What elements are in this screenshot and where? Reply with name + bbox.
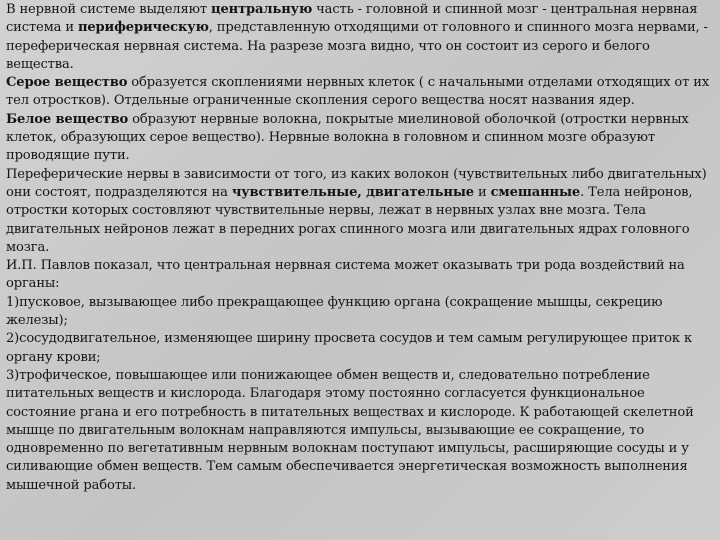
- text-run: И.П. Павлов показал, что центральная нервная система может оказывать три рода воздействий на органы:: [6, 258, 685, 292]
- list-item-vasomotor: [6, 330, 710, 367]
- bold-term-grey-matter: Серое вещество: [6, 75, 128, 91]
- body-text: [6, 1, 710, 495]
- bold-term-mixed: смешанные: [490, 184, 581, 200]
- bold-term-central: центральную: [210, 2, 313, 17]
- bold-term-sensory-motor: чувствительные, двигательные: [231, 184, 474, 200]
- text-run: 3)трофическое, повышающее или понижающее обмен веществ и, следовательно потребление питательных веществ и кислорода. Благодаря этому постоянно согласуется функциональное состояние ргана и его потребность в питательных веществах и кислороде. К работающей скелетной мышце по двигательным волокнам направляются импульсы, вызывающие ее сокращение, то одновременно по вегетативным нервным волокнам поступают импульсы, расширяющие сосуды и у силивающие обмен веществ. Тем самым обеспечивается энергетическая возможность выполнения мышечной работы.: [6, 367, 694, 493]
- paragraph-central-peripheral: [6, 1, 710, 74]
- paragraph-peripheral-nerves: [6, 166, 710, 257]
- paragraph-pavlov: [6, 257, 710, 294]
- text-run: 2)сосудодвигательное, изменяющее ширину просвета сосудов и тем самым регулирующее приток к органу крови;: [6, 331, 692, 365]
- bold-term-white-matter: Белое вещество: [6, 111, 129, 127]
- bold-term-peripheral: периферическую: [77, 20, 209, 36]
- list-item-trigger: [6, 294, 710, 331]
- text-run: образуют нервные волокна, покрытые миелиновой оболочкой (отростки нервных клеток, образующих серое вещество). Нервные волокна в головном и спинном мозге образуют проводящие пути.: [6, 111, 689, 164]
- text-run: В нервной системе выделяют: [6, 2, 211, 17]
- text-run: 1)пусковое, вызывающее либо прекращающее функцию органа (сокращение мышцы, секрецию железы);: [6, 294, 663, 329]
- text-run: , представленную отходящими от головного и спинного мозга нервами, - переферическая нервная система. На разрезе мозга видно, что он состоит из серого и белого вещества.: [6, 20, 708, 72]
- text-run: и: [473, 184, 491, 200]
- paragraph-white-matter: [6, 111, 710, 166]
- text-run: часть - головной и спинной мозг - центральная нервная система и: [6, 2, 698, 36]
- text-run: . Тела нейронов, отростки которых состовляют чувствительные нервы, лежат в нервных узлах вне мозга. Тела двигательных нейронов лежат в передних рогах спинного мозга или двигательных ядрах головного мозга.: [6, 184, 693, 255]
- paragraph-grey-matter: [6, 74, 710, 111]
- list-item-trophic: [6, 367, 710, 495]
- text-run: образуется скоплениями нервных клеток ( с начальными отделами отходящих от их тел отростков). Отдельные ограниченные скопления серого вещества носят названия ядер.: [6, 75, 710, 109]
- text-run: Переферические нервы в зависимости от того, из каких волокон (чувствительных либо двигательных) они состоят, подразделяются на: [6, 166, 707, 200]
